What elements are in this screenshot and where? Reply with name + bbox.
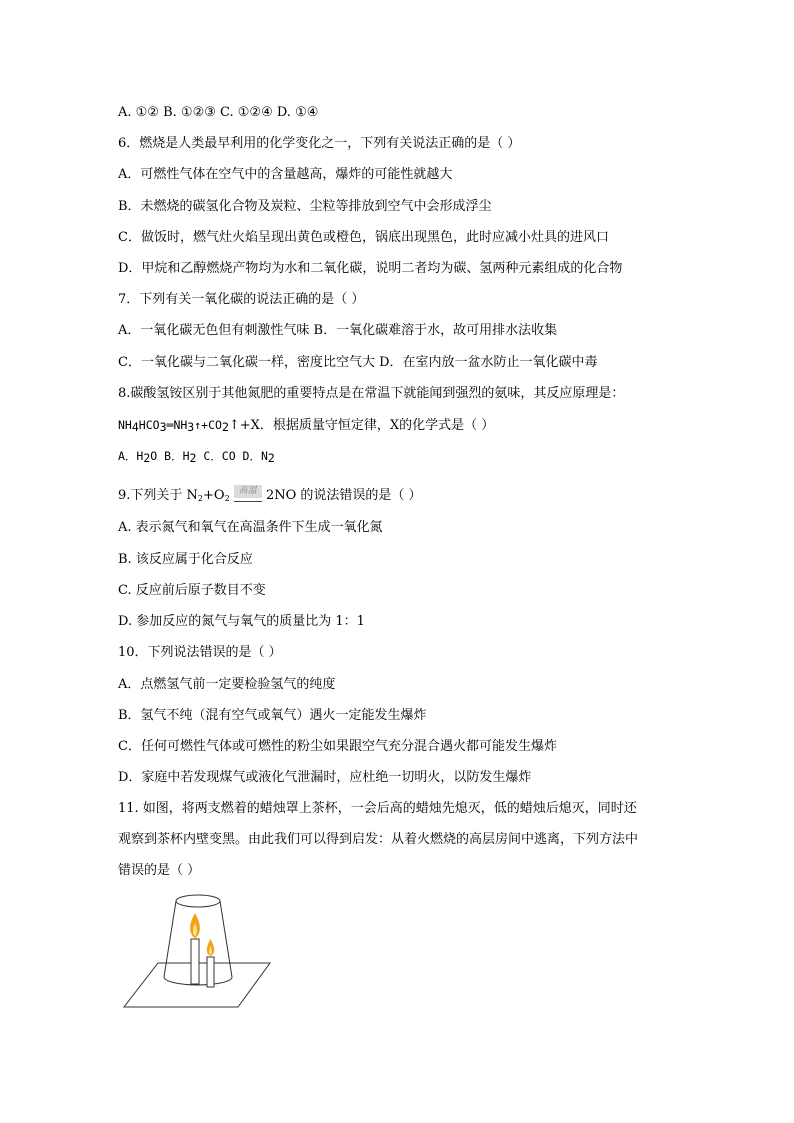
short-candle: [207, 957, 214, 987]
q10-stem: 10．下列说法错误的是（ ）: [118, 645, 282, 660]
q6-option-d: D．甲烷和乙醇燃烧产物均为水和二氧化碳，说明二者均为碳、氢两种元素组成的化合物: [118, 261, 623, 276]
q10-option-a: A．点燃氢气前一定要检验氢气的纯度: [118, 677, 336, 692]
q11-stem-line3: 错误的是（ ）: [118, 863, 201, 878]
q7-stem: 7．下列有关一氧化碳的说法正确的是（ ）: [118, 292, 365, 307]
q5-options: A. ①② B. ①②③ C. ①②④ D. ①④: [118, 105, 319, 120]
reaction-condition-label: 高温: [234, 485, 262, 498]
q10-option-b: B．氢气不纯（混有空气或氧气）遇火一定能发生爆炸: [118, 708, 427, 723]
q9-option-b: B. 该反应属于化合反应: [118, 552, 253, 567]
q6-option-b: B．未燃烧的碳氢化合物及炭粒、尘粒等排放到空气中会形成浮尘: [118, 199, 492, 214]
q6-option-a: A．可燃性气体在空气中的含量越高，爆炸的可能性就越大: [118, 167, 453, 182]
q8-stem: 8.碳酸氢铵区别于其他氮肥的重要特点是在常温下就能闻到强烈的氨味，其反应原理是：: [118, 386, 625, 401]
q7-options-ab: A．一氧化碳无色但有刺激性气味 B．一氧化碳难溶于水，故可用排水法收集: [118, 323, 558, 338]
q9-stem: 9.下列关于 $N_2+O_2$ 高温 2NO 的说法错误的是（ ）: [118, 486, 422, 503]
candles-under-cup-illustration: [118, 885, 278, 1015]
q8-options: A．$H_2O$ B．$H_2$ C．CO D．$N_2$: [118, 449, 275, 465]
q8-equation: $NH_4HCO_3═NH_3↑+CO_2↑+X$．根据质量守恒定律，X的化学式是（ ）: [118, 418, 495, 434]
cup-right-wall: [220, 901, 232, 977]
q11-stem-line2: 观察到茶杯内壁变黑。由此我们可以得到启发：从着火燃烧的高层房间中逃离，下列方法中: [118, 832, 639, 847]
q7-options-cd: C．一氧化碳与二氧化碳一样，密度比空气大 D．在室内放一盆水防止一氧化碳中毒: [118, 355, 598, 370]
q10-option-d: D．家庭中若发现煤气或液化气泄漏时，应杜绝一切明火，以防发生爆炸: [118, 770, 532, 785]
q9-option-d: D. 参加反应的氮气与氧气的质量比为 1：1: [118, 614, 365, 629]
tall-candle: [191, 939, 199, 984]
q6-option-c: C．做饭时，燃气灶火焰呈现出黄色或橙色，锅底出现黑色，此时应减小灶具的进风口: [118, 230, 609, 245]
q9-option-a: A. 表示氮气和氧气在高温条件下生成一氧化氮: [118, 520, 383, 535]
cup-bottom: [176, 895, 220, 907]
cup-left-wall: [164, 901, 176, 977]
q10-option-c: C．任何可燃性气体或可燃性的粉尘如果跟空气充分混合遇火都可能发生爆炸: [118, 739, 557, 754]
q9-option-c: C. 反应前后原子数目不变: [118, 583, 266, 598]
q11-stem-line1: 11. 如图，将两支燃着的蜡烛罩上茶杯，一会后高的蜡烛先熄灭，低的蜡烛后熄灭，同时还: [118, 801, 637, 816]
q6-stem: 6．燃烧是人类最早利用的化学变化之一，下列有关说法正确的是（ ）: [118, 136, 521, 151]
